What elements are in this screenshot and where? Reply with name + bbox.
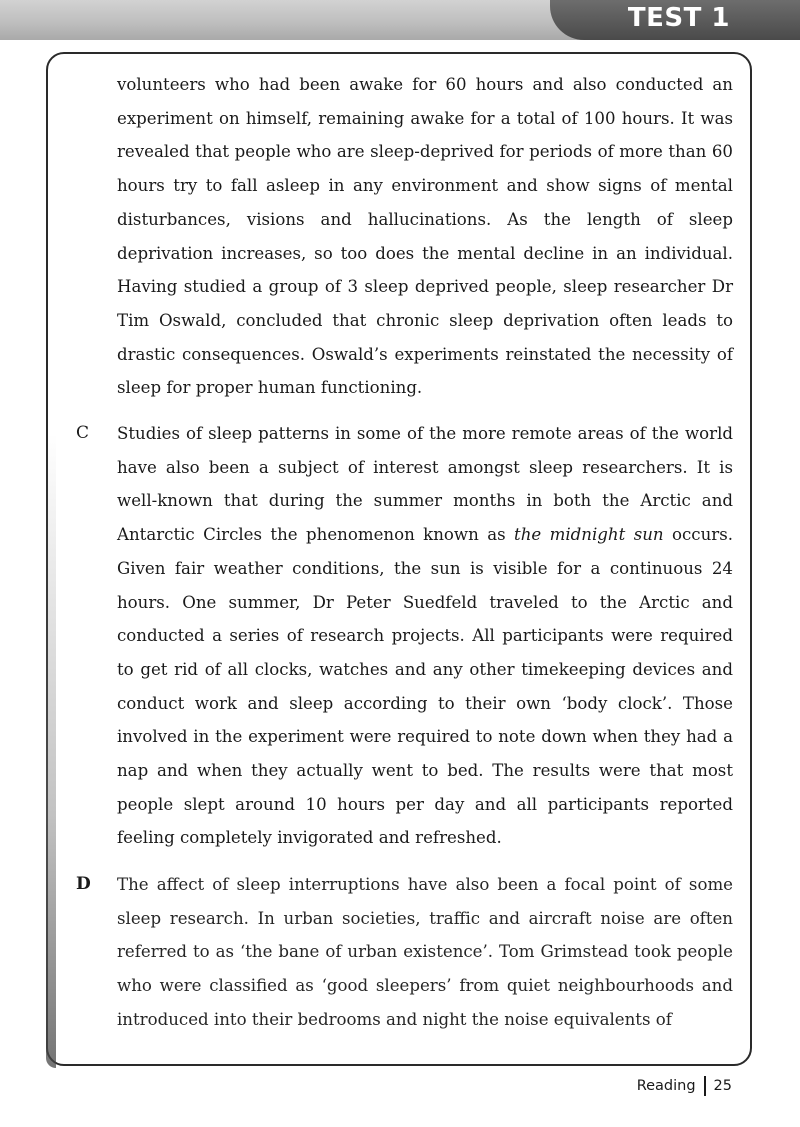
test-label: TEST 1 — [627, 3, 730, 33]
section-letter-c: C — [76, 423, 90, 443]
paragraph-c-text — [117, 417, 733, 855]
paragraph-d — [117, 868, 733, 1037]
footer-page-number: 25 — [713, 1078, 732, 1094]
paragraph-c — [117, 417, 733, 855]
footer-section-label: Reading — [636, 1078, 696, 1094]
paragraph-d-text: The affect of sleep interruptions have also been a focal point of some sleep research. In urban societies, traffic and aircraft noise are often referred to as ‘the bane of urban existence’. Tom Grimstead took people who were classified as ‘good sleepers’ from quiet neighbourhoods and introduced into their bedrooms and night the noise equivalents of — [117, 875, 733, 1029]
paragraph-continued-text: volunteers who had been awake for 60 hours and also conducted an experiment on himself, remaining awake for a total of 100 hours. It was revealed that people who are sleep-deprived for periods of more than 60 hours try to fall asleep in any environment and show signs of mental disturbances, visions and hallucinations. As the length of sleep deprivation increases, so too does the mental decline in an individual. Having studied a group of 3 sleep deprived people, sleep researcher Dr Tim Oswald, concluded that chronic sleep deprivation often leads to drastic consequences. Oswald’s experiments reinstated the necessity of sleep for proper human functioning. — [117, 75, 733, 398]
paragraph-c-text-start: Studies of sleep patterns in some of the more remote areas of the world have also been a subject of interest amongst sleep researchers. It is well-known that during the summer months in both the Arctic and Antarctic Circles the phenomenon known as — [117, 424, 733, 545]
paragraph-c-text-end: occurs. Given fair weather conditions, the sun is visible for a continuous 24 hours. One summer, Dr Peter Suedfeld traveled to the Arctic and conducted a series of research projects. All participants were required to get rid of all clocks, watches and any other timekeeping devices and conduct work and sleep according to their own ‘body clock’. Those involved in the experiment were required to note down when they had a nap and when they actually went to bed. The results were that most people slept around 10 hours per day and all participants reported feeling completely invigorated and refreshed. — [117, 525, 733, 848]
section-letter-d: D — [76, 874, 91, 894]
paragraph-c-italic-phrase: the midnight sun — [514, 525, 664, 545]
footer-divider — [704, 1076, 706, 1096]
page-footer — [637, 1076, 732, 1096]
paragraph-continued — [117, 68, 733, 405]
